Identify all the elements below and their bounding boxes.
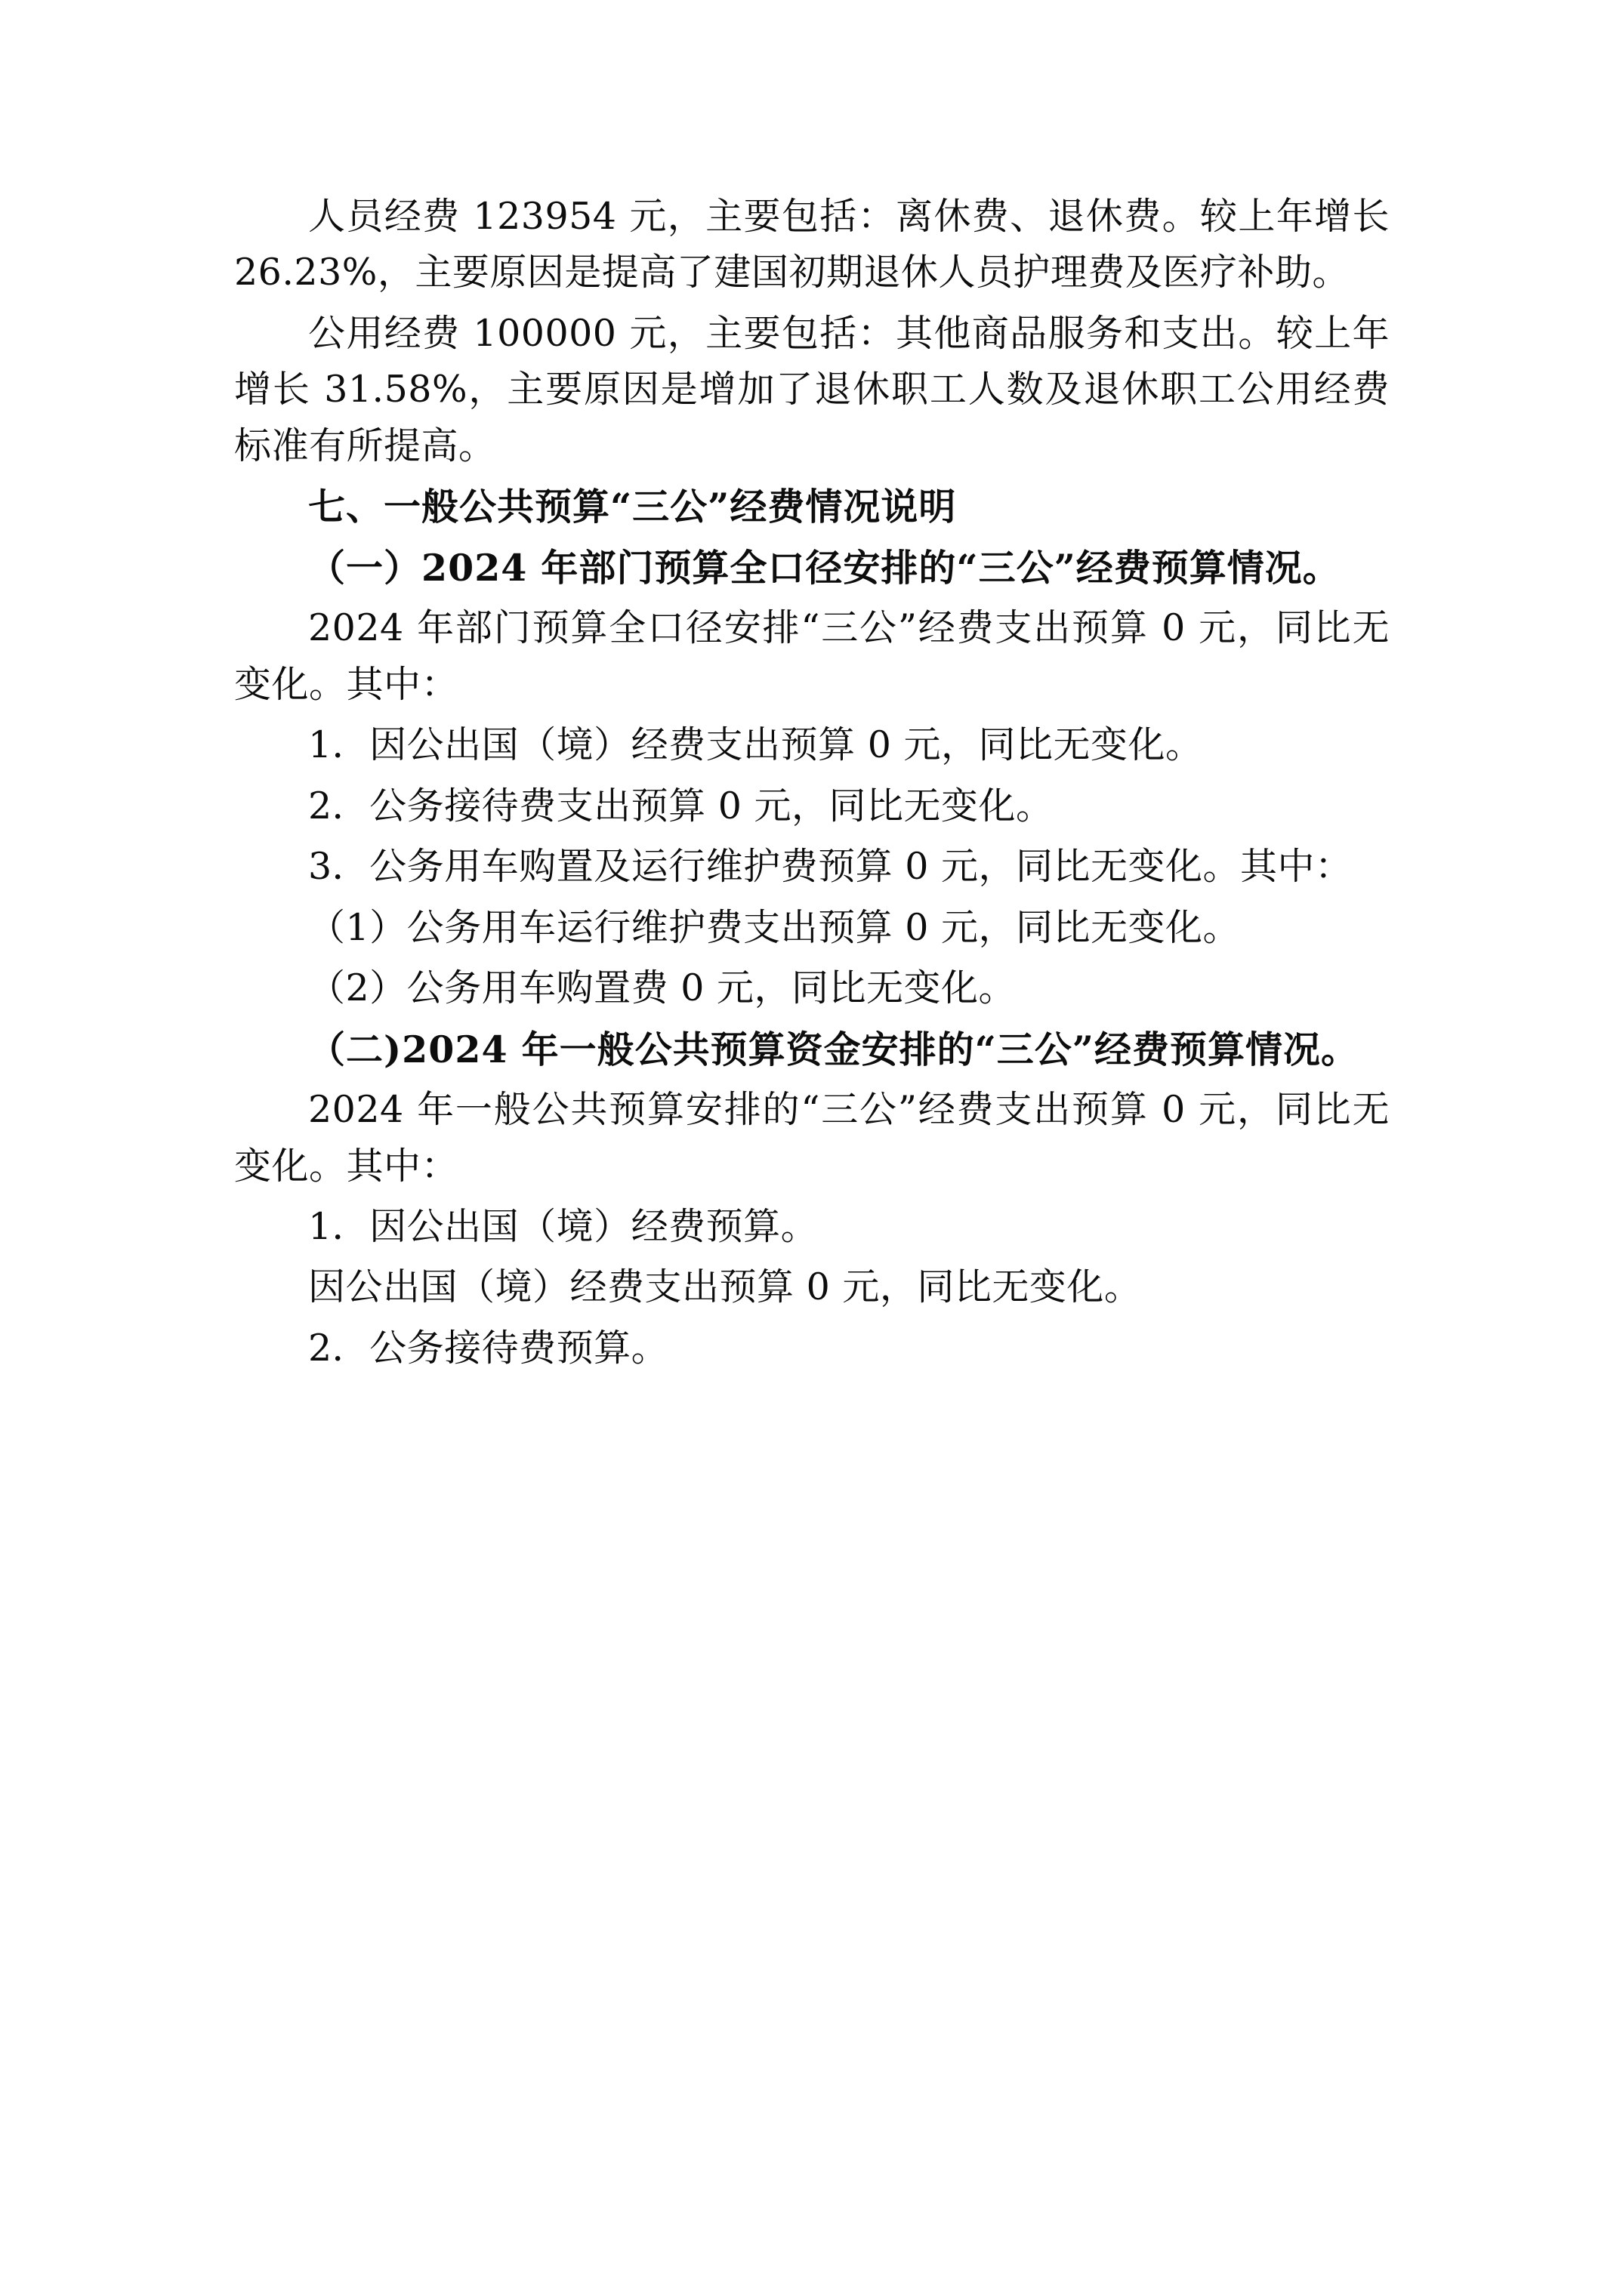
paragraph-general-item-reception-title: 2．公务接待费预算。 (308, 1326, 669, 1370)
paragraph-item-vehicle-purchase: （2）公务用车购置费 0 元，同比无变化。 (308, 966, 1017, 1010)
paragraph-item-official-vehicle: 3．公务用车购置及运行维护费预算 0 元，同比无变化。其中： (308, 845, 1353, 889)
paragraph-general-item-abroad-detail: 因公出国（境）经费支出预算 0 元，同比无变化。 (308, 1265, 1142, 1309)
paragraph-general-item-abroad-title: 1．因公出国（境）经费预算。 (308, 1204, 819, 1248)
paragraph-item-vehicle-operation: （1）公务用车运行维护费支出预算 0 元，同比无变化。 (308, 905, 1241, 949)
heading-subsection-one: （一）2024 年部门预算全口径安排的“三公”经费预算情况。 (308, 545, 1341, 590)
heading-subsection-two: （二)2024 年一般公共预算资金安排的“三公”经费预算情况。 (308, 1027, 1359, 1071)
paragraph-general-budget-total: 2024 年一般公共预算安排的“三公”经费支出预算 0 元，同比无变化。其中： (234, 1088, 1390, 1188)
heading-section-seven: 七、一般公共预算“三公”经费情况说明 (308, 485, 957, 529)
paragraph-public-expense: 公用经费 100000 元，主要包括：其他商品服务和支出。较上年增长 31.58%，主要原因是增加了退休职工人数及退休职工公用经费标准有所提高。 (234, 311, 1390, 467)
paragraph-item-official-reception: 2．公务接待费支出预算 0 元，同比无变化。 (308, 784, 1054, 827)
paragraph-item-abroad-travel: 1．因公出国（境）经费支出预算 0 元，同比无变化。 (308, 723, 1203, 767)
document-body (234, 189, 1390, 1381)
paragraph-full-caliber-total: 2024 年部门预算全口径安排“三公”经费支出预算 0 元，同比无变化。其中： (234, 606, 1390, 706)
paragraph-personnel-expense: 人员经费 123954 元，主要包括：离休费、退休费。较上年增长 26.23%，主要原因是提高了建国初期退休人员护理费及医疗补助。 (234, 195, 1390, 294)
